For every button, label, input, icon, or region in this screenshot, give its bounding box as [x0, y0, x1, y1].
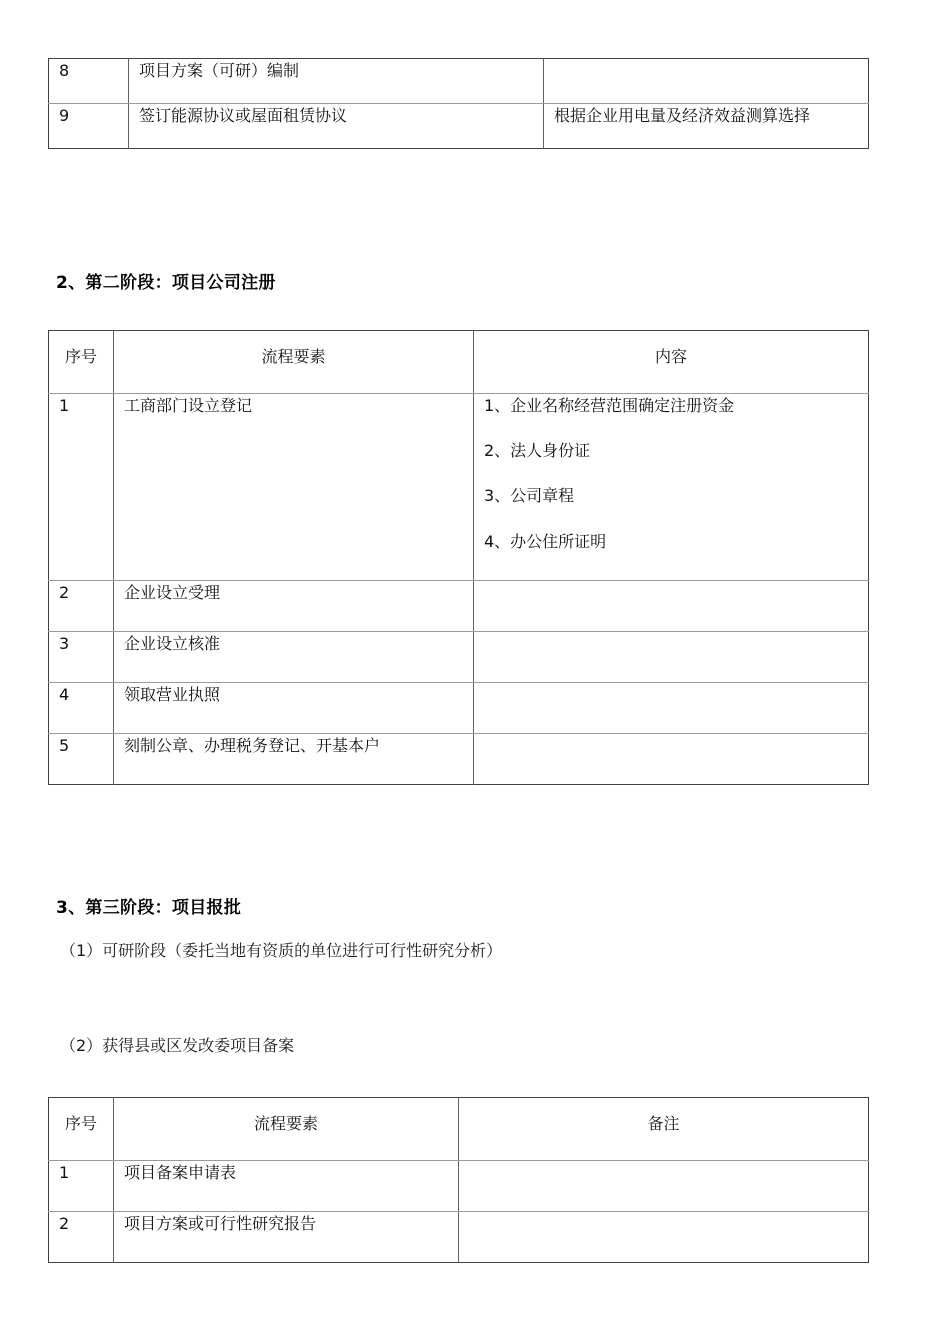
- table-top-continuation: [48, 58, 869, 149]
- cell-row-number: 4: [49, 683, 114, 734]
- table-row: [49, 1161, 869, 1212]
- table-row: [49, 734, 869, 785]
- cell-row-number: 8: [49, 59, 129, 104]
- table-row: [49, 394, 869, 581]
- content-line: 1、企业名称经营范围确定注册资金: [484, 396, 735, 415]
- cell-row-number: 3: [49, 632, 114, 683]
- heading-stage-two: 2、第二阶段：项目公司注册: [56, 273, 276, 293]
- cell-process-element: 企业设立受理: [114, 581, 474, 632]
- cell-content: 根据企业用电量及经济效益测算选择: [544, 104, 869, 149]
- table-row: [49, 1212, 869, 1263]
- header-serial-number: 序号: [49, 1098, 114, 1161]
- cell-remark: [459, 1161, 869, 1212]
- table-row: [49, 581, 869, 632]
- cell-content-list: [474, 394, 869, 581]
- cell-content: [474, 632, 869, 683]
- content-line: 3、公司章程: [484, 486, 575, 506]
- table-row: [49, 59, 869, 104]
- cell-row-number: 2: [49, 1212, 114, 1263]
- cell-process-element: 项目方案或可行性研究报告: [114, 1212, 459, 1263]
- cell-row-number: 1: [49, 1161, 114, 1212]
- cell-process-element: 刻制公章、办理税务登记、开基本户: [114, 734, 474, 785]
- table-company-registration: [48, 330, 869, 785]
- cell-content: [474, 581, 869, 632]
- cell-process-element: 企业设立核准: [114, 632, 474, 683]
- header-content: 内容: [474, 331, 869, 394]
- table-project-approval: [48, 1097, 869, 1263]
- cell-row-number: 5: [49, 734, 114, 785]
- paragraph-feasibility-study: （1）可研阶段（委托当地有资质的单位进行可行性研究分析）: [60, 941, 503, 960]
- paragraph-project-filing: （2）获得县或区发改委项目备案: [60, 1036, 295, 1055]
- cell-process-element: 签订能源协议或屋面租赁协议: [129, 104, 544, 149]
- header-process-element: 流程要素: [114, 331, 474, 394]
- table-row: [49, 104, 869, 149]
- cell-remark: [459, 1212, 869, 1263]
- table-row: [49, 683, 869, 734]
- cell-process-element: 工商部门设立登记: [114, 394, 474, 581]
- header-process-element: 流程要素: [114, 1098, 459, 1161]
- header-serial-number: 序号: [49, 331, 114, 394]
- cell-row-number: 2: [49, 581, 114, 632]
- cell-row-number: 1: [49, 394, 114, 581]
- table-header-row: [49, 1098, 869, 1161]
- content-line: 4、办公住所证明: [484, 531, 607, 551]
- cell-content: [474, 683, 869, 734]
- cell-row-number: 9: [49, 104, 129, 149]
- cell-process-element: 项目方案（可研）编制: [129, 59, 544, 104]
- table-header-row: [49, 331, 869, 394]
- cell-process-element: 项目备案申请表: [114, 1161, 459, 1212]
- table-row: [49, 632, 869, 683]
- cell-process-element: 领取营业执照: [114, 683, 474, 734]
- cell-content: [474, 734, 869, 785]
- cell-content: [544, 59, 869, 104]
- header-remark: 备注: [459, 1098, 869, 1161]
- heading-stage-three: 3、第三阶段：项目报批: [56, 898, 242, 918]
- content-line: 2、法人身份证: [484, 441, 591, 461]
